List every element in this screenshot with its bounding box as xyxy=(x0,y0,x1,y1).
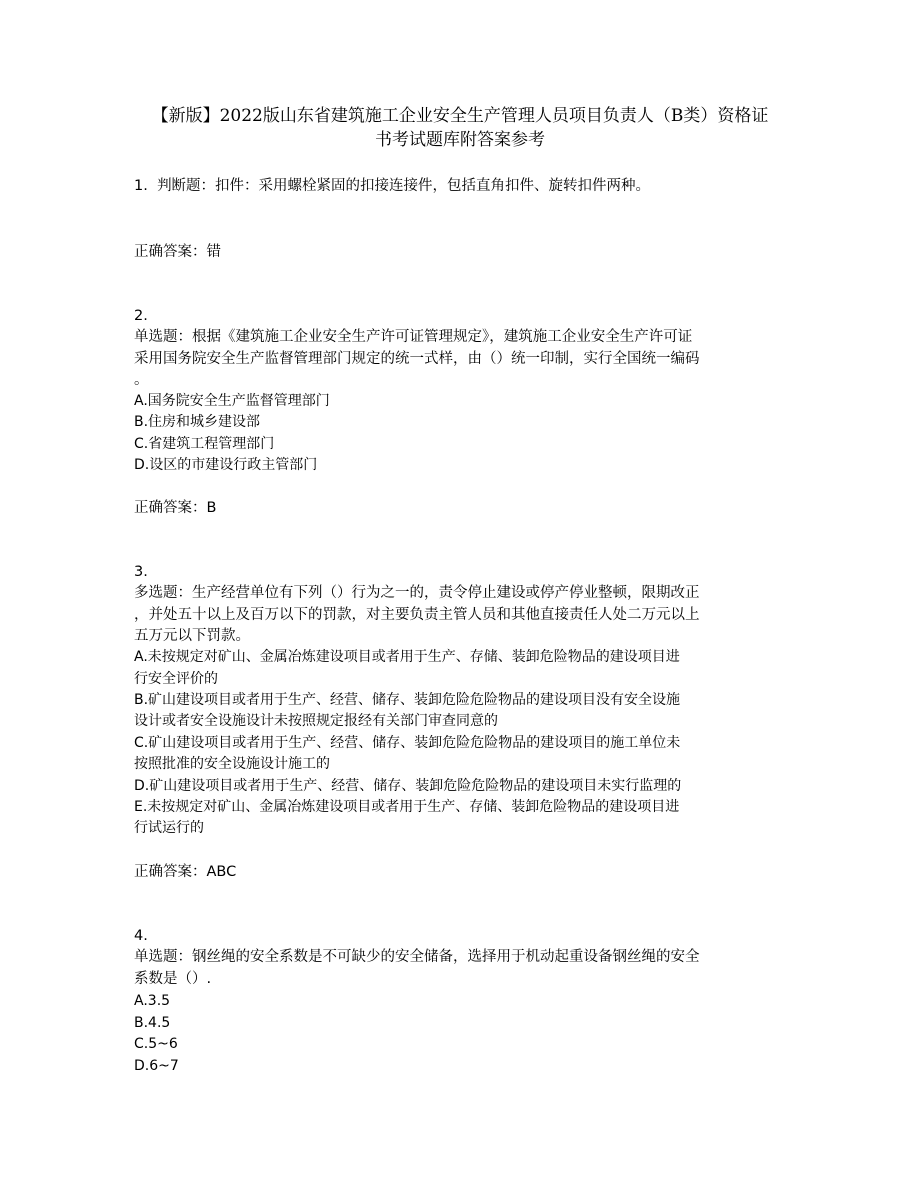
question-3-option-b-cont: 设计或者安全设施设计未按照规定报经有关部门审查同意的 xyxy=(134,713,498,729)
question-3-option-d: D.矿山建设项目或者用于生产、经营、储存、装卸危险危险物品的建设项目未实行监理的 xyxy=(134,778,682,794)
question-1-text: 判断题：扣件：采用螺栓紧固的扣接连接件，包括直角扣件、旋转扣件两种。 xyxy=(157,178,651,194)
question-2-stem-line: 采用国务院安全生产监督管理部门规定的统一式样，由（）统一印制，实行全国统一编码 xyxy=(134,351,700,367)
question-3-option-b: B.矿山建设项目或者用于生产、经营、储存、装卸危险危险物品的建设项目没有安全设施 xyxy=(134,692,681,708)
question-4-option-d: D.6~7 xyxy=(134,1058,179,1074)
question-3-option-c-cont: 按照批准的安全设施设计施工的 xyxy=(134,756,330,772)
question-3-number: 3. xyxy=(134,564,148,580)
question-4-option-a: A.3.5 xyxy=(134,993,171,1009)
title-line-2: 书考试题库附答案参考 xyxy=(375,130,545,150)
question-3-stem-line: ，并处五十以上及百万以下的罚款，对主要负责主管人员和其他直接责任人处二万元以上 xyxy=(134,607,700,623)
question-2-option-a: A.国务院安全生产监督管理部门 xyxy=(134,393,330,409)
question-2-stem-line: 。 xyxy=(134,372,149,388)
question-1-number: 1. xyxy=(134,178,148,194)
question-3-answer: 正确答案：ABC xyxy=(134,864,237,880)
question-4-option-c: C.5~6 xyxy=(134,1036,178,1052)
question-3-stem-line: 多选题：生产经营单位有下列（）行为之一的，责令停止建设或停产停业整顿，限期改正 xyxy=(134,585,700,601)
question-2-stem-line: 单选题：根据《建筑施工企业安全生产许可证管理规定》，建筑施工企业安全生产许可证 xyxy=(134,329,693,345)
question-2-option-b: B.住房和城乡建设部 xyxy=(134,414,261,430)
question-4-option-b: B.4.5 xyxy=(134,1015,171,1031)
question-2-answer: 正确答案：B xyxy=(134,500,217,516)
question-3-option-a: A.未按规定对矿山、金属冶炼建设项目或者用于生产、存储、装卸危险物品的建设项目进 xyxy=(134,649,680,665)
question-4-stem-line: 系数是（）. xyxy=(134,971,212,987)
question-3-stem-line: 五万元以下罚款。 xyxy=(134,628,250,644)
title-line-1: 【新版】2022版山东省建筑施工企业安全生产管理人员项目负责人（B类）资格证 xyxy=(151,106,769,126)
question-3-option-a-cont: 行安全评价的 xyxy=(134,671,218,687)
question-3-option-e: E.未按规定对矿山、金属冶炼建设项目或者用于生产、存储、装卸危险物品的建设项目进 xyxy=(134,799,680,815)
question-1-stem xyxy=(134,176,650,196)
question-3-option-e-cont: 行试运行的 xyxy=(134,820,204,836)
question-4-stem-line: 单选题：钢丝绳的安全系数是不可缺少的安全储备，选择用于机动起重设备钢丝绳的安全 xyxy=(134,949,700,965)
document-title xyxy=(110,104,810,152)
question-2-option-d: D.设区的市建设行政主管部门 xyxy=(134,457,318,473)
question-4-number: 4. xyxy=(134,928,148,944)
question-2-number: 2. xyxy=(134,308,148,324)
question-3-option-c: C.矿山建设项目或者用于生产、经营、储存、装卸危险危险物品的建设项目的施工单位未 xyxy=(134,735,681,751)
question-1-answer: 正确答案：错 xyxy=(134,244,221,260)
question-2-option-c: C.省建筑工程管理部门 xyxy=(134,436,275,452)
